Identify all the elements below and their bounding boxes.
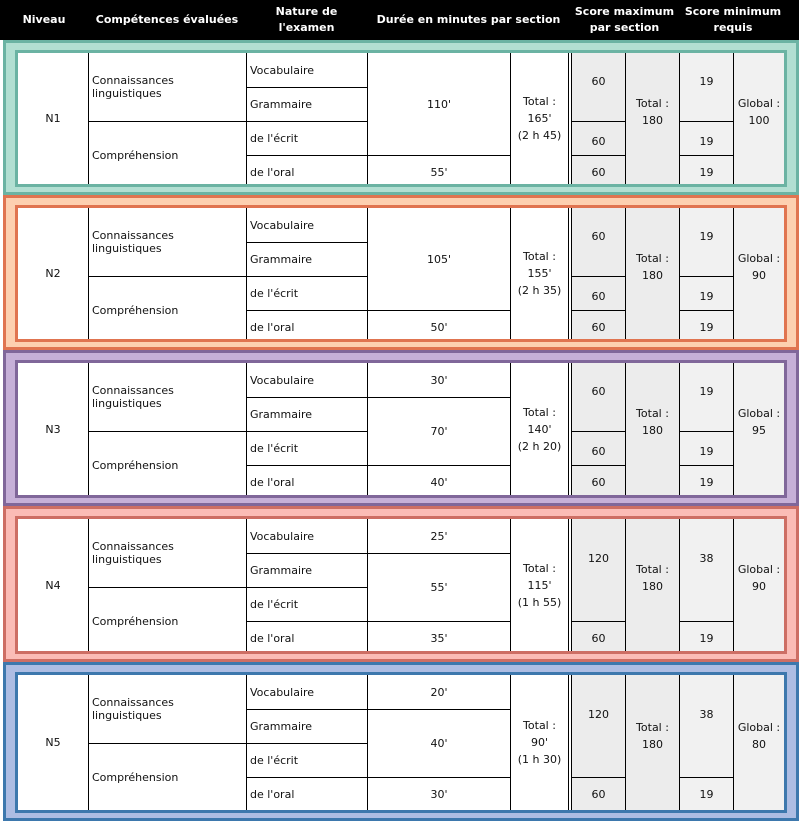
min-score-connaissances: 19 xyxy=(699,384,714,398)
competence-comprehension: Compréhension xyxy=(92,458,179,472)
min-score-global xyxy=(734,675,784,810)
duration-gram-ecrit: 55' xyxy=(430,580,448,594)
max-score-total-label: Total : xyxy=(636,96,669,110)
level-table xyxy=(15,50,787,187)
level-block-n1 xyxy=(3,40,799,195)
total-duration-label: Total : xyxy=(523,561,556,575)
duration-vocab: 20' xyxy=(430,685,448,699)
max-score-connaissances: 60 xyxy=(591,229,606,243)
max-score-total-label: Total : xyxy=(636,407,669,420)
min-score-oral: 19 xyxy=(699,787,714,801)
header-duree: Durée en minutes par section xyxy=(376,13,561,26)
nature-grammaire: Grammaire xyxy=(250,719,313,733)
nature-ecrit: de l'écrit xyxy=(250,131,299,145)
total-duration xyxy=(511,675,568,810)
max-score-connaissances-ecrit: 120 xyxy=(588,707,609,721)
max-score-total xyxy=(626,363,679,495)
duration-vocab: 25' xyxy=(430,529,448,543)
nature-vocabulaire: Vocabulaire xyxy=(250,529,315,543)
header-score-max xyxy=(570,0,679,40)
competence-comprehension: Compréhension xyxy=(92,303,179,317)
header-score-max-line1: Score maximum xyxy=(574,5,675,18)
min-score-oral: 19 xyxy=(699,631,714,645)
min-score-ecrit: 19 xyxy=(699,134,714,148)
max-score-connaissances: 60 xyxy=(591,74,606,88)
min-score-global xyxy=(734,519,784,651)
min-score-global xyxy=(734,208,784,339)
header-score-max-line2: par section xyxy=(589,21,660,34)
min-score-global-label: Global : xyxy=(737,720,781,734)
max-score-oral: 60 xyxy=(591,475,606,489)
nature-grammaire: Grammaire xyxy=(250,252,313,266)
header-score-min-line1: Score minimum xyxy=(684,5,782,18)
total-duration-hours: (2 h 45) xyxy=(517,129,562,142)
column-divider xyxy=(568,519,569,651)
total-duration-minutes: 115' xyxy=(527,578,552,592)
level-block-n4 xyxy=(3,506,799,662)
total-duration-minutes: 165' xyxy=(527,112,552,125)
max-score-total xyxy=(626,208,679,339)
total-duration xyxy=(511,208,568,339)
table-header xyxy=(0,0,799,40)
total-duration-hours: (2 h 35) xyxy=(517,284,562,297)
competence-comprehension: Compréhension xyxy=(92,148,179,162)
max-score-total xyxy=(626,53,679,184)
min-score-connaissances: 19 xyxy=(699,229,714,243)
level-name: N5 xyxy=(45,736,61,749)
total-duration xyxy=(511,53,568,184)
duration-gram-ecrit: 70' xyxy=(430,424,448,438)
max-score-total xyxy=(626,519,679,651)
nature-ecrit: de l'écrit xyxy=(250,753,299,767)
header-nature: Nature de l'examen xyxy=(275,5,338,34)
competence-connaissances: Connaissances linguistiques xyxy=(92,229,174,255)
nature-vocabulaire: Vocabulaire xyxy=(250,218,315,232)
max-score-ecrit: 60 xyxy=(591,289,606,303)
nature-grammaire: Grammaire xyxy=(250,563,313,577)
duration-oral: 50' xyxy=(430,320,448,334)
min-score-ecrit: 19 xyxy=(699,289,714,303)
column-divider xyxy=(568,208,569,339)
min-score-oral: 19 xyxy=(699,320,714,334)
level-block-n3 xyxy=(3,350,799,506)
level-block-n5 xyxy=(3,662,799,821)
min-score-global-label: Global : xyxy=(737,251,781,265)
level-name: N1 xyxy=(45,112,61,125)
duration-vocab: 30' xyxy=(430,373,448,387)
competence-connaissances: Connaissances linguistiques xyxy=(92,696,174,722)
duration-gram-ecrit: 40' xyxy=(430,736,448,750)
total-duration xyxy=(511,363,568,495)
competence-comprehension: Compréhension xyxy=(92,770,179,784)
total-duration-label: Total : xyxy=(523,405,556,419)
min-score-global-label: Global : xyxy=(737,96,781,110)
nature-oral: de l'oral xyxy=(250,475,295,489)
total-duration-hours: (1 h 30) xyxy=(517,753,562,766)
level-name: N2 xyxy=(45,267,61,280)
level-name: N4 xyxy=(45,578,61,592)
max-score-oral: 60 xyxy=(591,631,606,645)
max-score-total-value: 180 xyxy=(642,113,663,127)
duration-oral: 55' xyxy=(430,165,448,179)
max-score-total xyxy=(626,675,679,810)
total-duration-label: Total : xyxy=(523,719,556,732)
nature-ecrit: de l'écrit xyxy=(250,441,299,455)
level-table xyxy=(15,672,787,813)
min-score-global-value: 90 xyxy=(752,268,766,282)
total-duration xyxy=(511,519,568,651)
min-score-connaissances-ecrit: 38 xyxy=(699,551,714,565)
min-score-global-value: 100 xyxy=(748,113,770,127)
total-duration-minutes: 140' xyxy=(527,422,552,436)
column-divider xyxy=(568,363,569,495)
duration-oral: 30' xyxy=(430,787,448,801)
header-competences: Compétences évaluées xyxy=(95,13,239,26)
min-score-global-value: 90 xyxy=(752,580,766,593)
min-score-global xyxy=(734,363,784,495)
header-niveau: Niveau xyxy=(22,13,66,26)
min-score-connaissances: 19 xyxy=(699,74,714,88)
nature-ecrit: de l'écrit xyxy=(250,286,299,300)
nature-vocabulaire: Vocabulaire xyxy=(250,63,315,77)
nature-oral: de l'oral xyxy=(250,165,295,179)
nature-vocabulaire: Vocabulaire xyxy=(250,373,315,387)
total-duration-label: Total : xyxy=(523,95,556,108)
min-score-oral: 19 xyxy=(699,475,714,489)
total-duration-label: Total : xyxy=(523,250,556,263)
level-name: N3 xyxy=(45,422,61,436)
competence-comprehension: Compréhension xyxy=(92,614,179,628)
min-score-global-value: 80 xyxy=(752,737,766,751)
min-score-ecrit: 19 xyxy=(699,444,714,458)
level-table xyxy=(15,516,787,654)
competence-connaissances: Connaissances linguistiques xyxy=(92,540,174,566)
max-score-oral: 60 xyxy=(591,320,606,334)
competence-connaissances: Connaissances linguistiques xyxy=(92,74,174,100)
min-score-global-label: Global : xyxy=(737,563,781,576)
duration-oral: 40' xyxy=(430,475,448,489)
min-score-global-value: 95 xyxy=(752,424,766,437)
max-score-oral: 60 xyxy=(591,787,606,801)
max-score-oral: 60 xyxy=(591,165,606,179)
total-duration-hours: (2 h 20) xyxy=(517,439,562,453)
nature-oral: de l'oral xyxy=(250,631,295,645)
max-score-total-value: 180 xyxy=(642,424,663,437)
max-score-total-label: Total : xyxy=(636,720,669,734)
total-duration-minutes: 90' xyxy=(530,736,549,749)
column-divider xyxy=(568,675,569,810)
max-score-total-label: Total : xyxy=(636,563,669,576)
level-table xyxy=(15,360,787,498)
level-block-n2 xyxy=(3,195,799,350)
duration-oral: 35' xyxy=(430,631,448,645)
total-duration-minutes: 155' xyxy=(527,267,552,280)
min-score-oral: 19 xyxy=(699,165,714,179)
min-score-global xyxy=(734,53,784,184)
max-score-total-value: 180 xyxy=(642,737,663,751)
max-score-total-label: Total : xyxy=(636,251,669,265)
max-score-connaissances: 60 xyxy=(591,384,606,398)
max-score-total-value: 180 xyxy=(642,268,663,282)
nature-grammaire: Grammaire xyxy=(250,97,313,111)
min-score-connaissances-ecrit: 38 xyxy=(699,707,714,721)
duration-vocab-gram-ecrit: 110' xyxy=(426,97,452,111)
competence-connaissances: Connaissances linguistiques xyxy=(92,384,174,410)
total-duration-hours: (1 h 55) xyxy=(517,595,562,609)
nature-oral: de l'oral xyxy=(250,320,295,334)
level-table xyxy=(15,205,787,342)
max-score-ecrit: 60 xyxy=(591,444,606,458)
nature-oral: de l'oral xyxy=(250,787,295,801)
max-score-total-value: 180 xyxy=(642,580,663,593)
header-score-min xyxy=(679,0,787,40)
nature-vocabulaire: Vocabulaire xyxy=(250,685,315,699)
max-score-connaissances-ecrit: 120 xyxy=(588,551,609,565)
max-score-ecrit: 60 xyxy=(591,134,606,148)
nature-ecrit: de l'écrit xyxy=(250,597,299,611)
duration-vocab-gram-ecrit: 105' xyxy=(426,252,452,266)
column-divider xyxy=(568,53,569,184)
nature-grammaire: Grammaire xyxy=(250,407,313,421)
header-score-min-line2: requis xyxy=(713,21,753,34)
min-score-global-label: Global : xyxy=(737,407,781,420)
